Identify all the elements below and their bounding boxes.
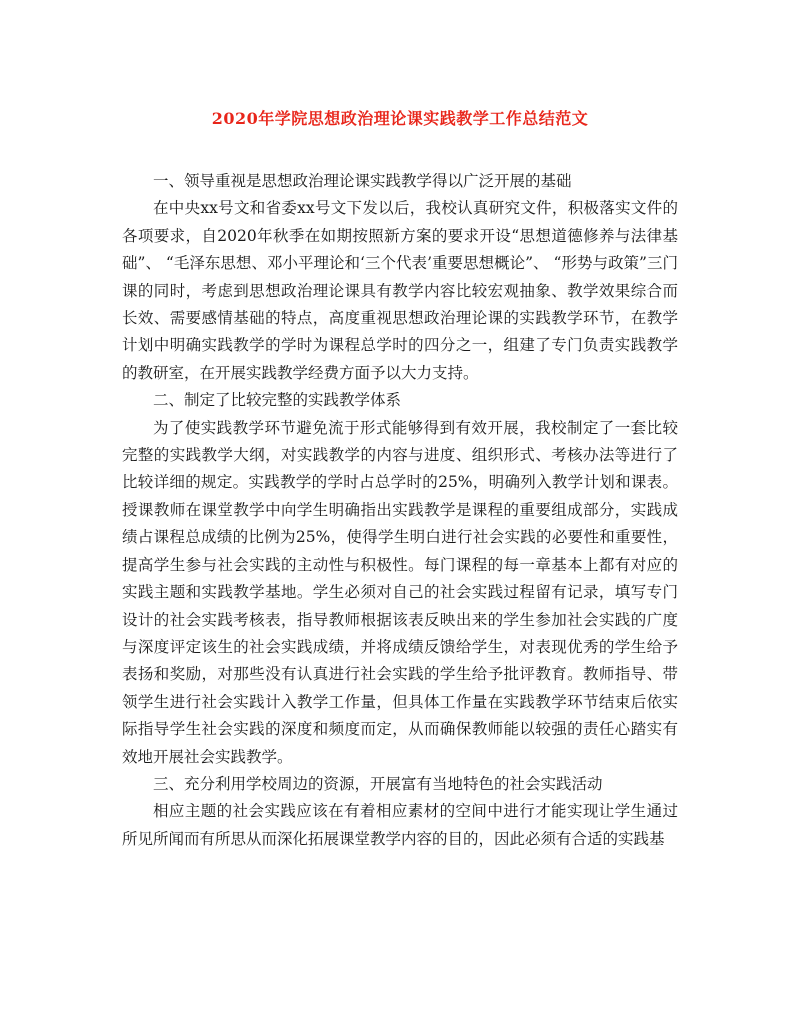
paragraph-1: 在中央xx号文和省委xx号文下发以后，我校认真研究文件，积极落实文件的各项要求，自2020年秋季在如期按照新方案的要求开设“思想道德修养与法律基础”、 “毛泽东思想、邓小平理论和‘三个代表’重要思想概论”、 “形势与政策”三门课的同时，考虑到思想政治理论课具有教学内容比较宏观抽象、教学效果综合而长效、需要感情基础的特点，高度重视思想政治理论课的实践教学环节，在教学计划中明确实践教学的学时为课程总学时的四分之一，组建了专门负责实践教学的教研室，在开展实践教学经费方面予以大力支持。: [122, 199, 678, 382]
section-heading-3: 三、充分利用学校周边的资源，开展富有当地特色的社会实践活动: [153, 774, 603, 793]
section-heading-2: 二、制定了比较完整的实践教学体系: [153, 391, 402, 410]
document-body: [122, 168, 678, 853]
paragraph-3: 相应主题的社会实践应该在有着相应素材的空间中进行才能实现让学生通过所见所闻而有所思从而深化拓展课堂教学内容的目的，因此必须有合适的实践基: [122, 802, 678, 848]
document-title: 2020年学院思想政治理论课实践教学工作总结范文: [211, 109, 589, 128]
paragraph-2: 为了使实践教学环节避免流于形式能够得到有效开展，我校制定了一套比较完整的实践教学大纲，对实践教学的内容与进度、组织形式、考核办法等进行了比较详细的规定。实践教学的学时占总学时的25%，明确列入教学计划和课表。授课教师在课堂教学中向学生明确指出实践教学是课程的重要组成部分，实践成绩占课程总成绩的比例为25%，使得学生明白进行社会实践的必要性和重要性，提高学生参与社会实践的主动性与积极性。每门课程的每一章基本上都有对应的实践主题和实践教学基地。学生必须对自己的社会实践过程留有记录，填写专门设计的社会实践考核表，指导教师根据该表反映出来的学生参加社会实践的广度与深度评定该生的社会实践成绩，并将成绩反馈给学生，对表现优秀的学生给予表扬和奖励，对那些没有认真进行社会实践的学生给予批评教育。教师指导、带领学生进行社会实践计入教学工作量，但具体工作量在实践教学环节结束后依实际指导学生社会实践的深度和频度而定，从而确保教师能以较强的责任心踏实有效地开展社会实践教学。: [122, 418, 678, 766]
section-heading-1: 一、领导重视是思想政治理论课实践教学得以广泛开展的基础: [153, 172, 572, 190]
